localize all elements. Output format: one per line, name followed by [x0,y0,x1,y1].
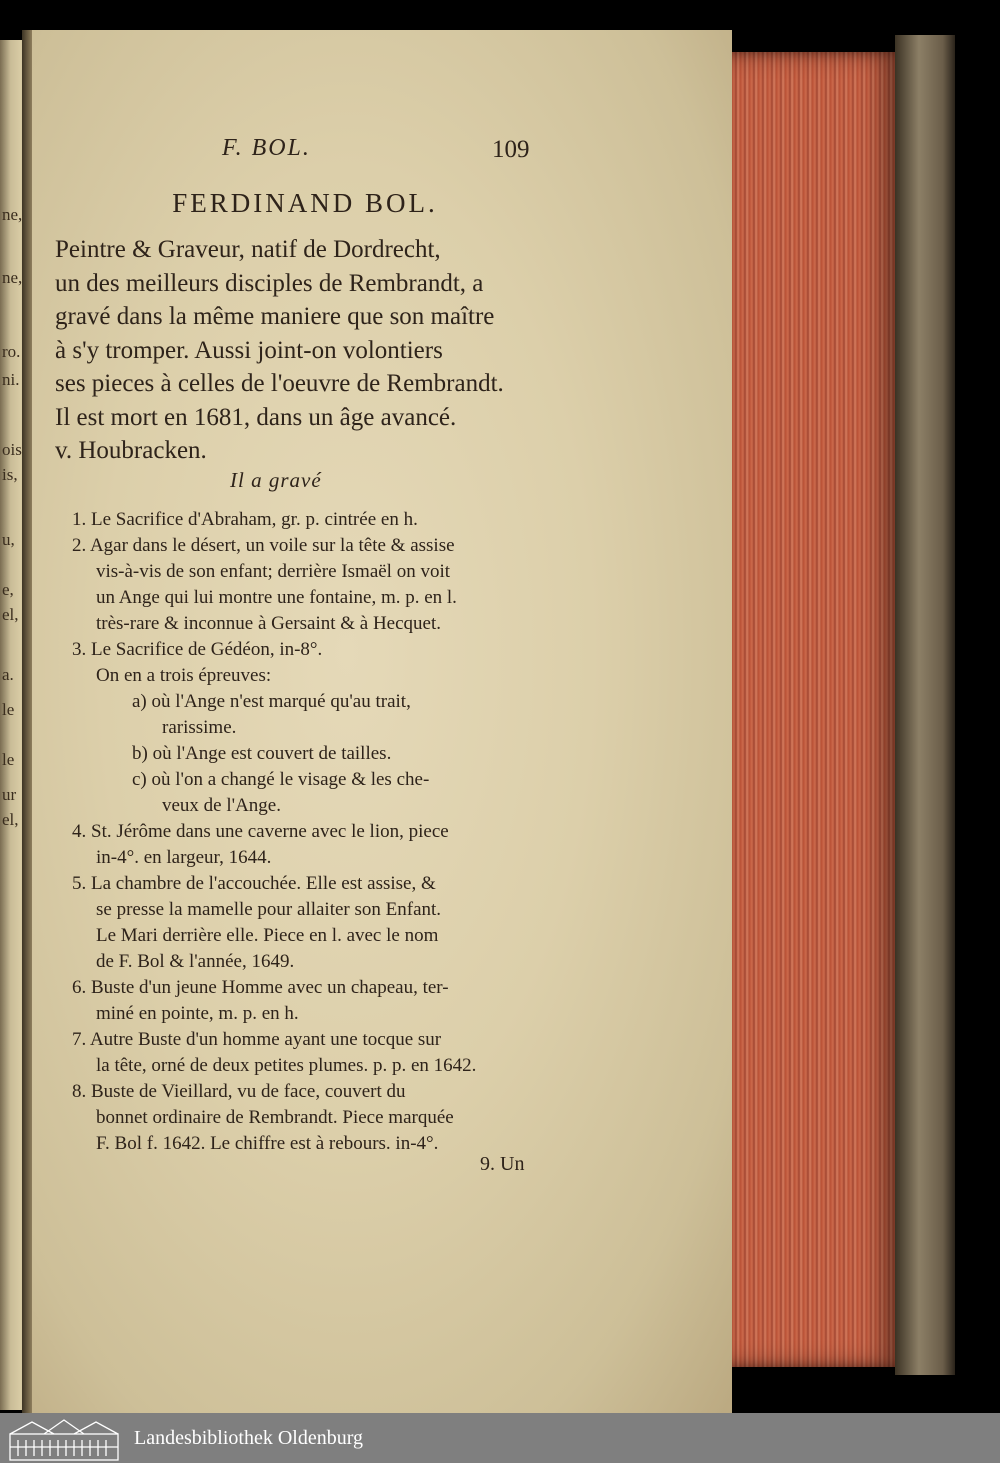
book-page [32,30,732,1413]
entry-line: 4. St. Jérôme dans une caverne avec le lion, piece [72,821,449,842]
entry-line: 7. Autre Buste d'un homme ayant une tocque sur [72,1029,442,1050]
intro-line: un des meilleurs disciples de Rembrandt, a [55,269,484,297]
previous-page-fragment: el, [2,810,19,829]
previous-page-fragment: ur [2,785,17,804]
page-title: FERDINAND BOL. [172,188,438,218]
entry-line: Le Mari derrière elle. Piece en l. avec le nom [96,925,439,946]
section-subheading: Il a gravé [230,468,322,492]
entry-line: On en a trois épreuves: [96,665,272,686]
entry-line: veux de l'Ange. [162,795,281,816]
previous-page-fragment: is, [2,465,18,484]
previous-page-fragment: ois [2,440,22,459]
library-footer [0,1413,1000,1463]
previous-page-fragment: el, [2,605,19,624]
page-number: 109 [492,136,530,163]
entry-line: 6. Buste d'un jeune Homme avec un chapeau, ter- [72,977,449,998]
entry-line: très-rare & inconnue à Gersaint & à Hecquet. [96,613,442,634]
entry-line: un Ange qui lui montre une fontaine, m. p. en l. [96,587,457,608]
entry-line: 3. Le Sacrifice de Gédéon, in-8°. [72,639,323,660]
entry-line: 2. Agar dans le désert, un voile sur la tête & assise [72,535,455,556]
intro-line: Peintre & Graveur, natif de Dordrecht, [55,236,441,263]
entry-line: 5. La chambre de l'accouchée. Elle est assise, & [72,873,436,894]
previous-page-fragment: a. [2,665,14,684]
previous-page-fragment: ne, [2,268,23,287]
previous-page-fragment: ni. [2,370,20,389]
entry-line: la tête, orné de deux petites plumes. p. p. en 1642. [96,1055,477,1076]
library-name: Landesbibliothek Oldenburg [134,1426,364,1449]
entry-line: 1. Le Sacrifice d'Abraham, gr. p. cintrée en h. [72,509,418,530]
catchword: 9. Un [480,1153,525,1175]
entry-line: rarissime. [162,717,237,738]
entry-line: de F. Bol & l'année, 1649. [96,951,295,972]
previous-page-fragment: ro. [2,342,21,361]
intro-line: à s'y tromper. Aussi joint-on volontiers [55,336,443,364]
previous-page-fragment: e, [2,580,14,599]
entry-line: b) où l'Ange est couvert de tailles. [132,743,392,764]
library-building-icon [4,1416,124,1462]
previous-page-fragment: le [2,750,15,769]
entry-line: c) où l'on a changé le visage & les che- [132,769,430,790]
entry-line: in-4°. en largeur, 1644. [96,847,272,868]
entry-line: bonnet ordinaire de Rembrandt. Piece marquée [96,1107,454,1128]
intro-paragraph [55,233,565,468]
previous-page-fragment: u, [2,530,15,549]
entry-line: 8. Buste de Vieillard, vu de face, couvert du [72,1081,406,1102]
intro-line: Il est mort en 1681, dans un âge avancé. [55,403,457,431]
entry-line: F. Bol f. 1642. Le chiffre est à rebours. in-4°. [96,1133,439,1154]
intro-line: ses pieces à celles de l'oeuvre de Rembrandt. [55,370,504,397]
intro-line: v. Houbracken. [55,437,207,464]
entry-line: se presse la mamelle pour allaiter son Enfant. [96,899,442,920]
catalogue-entries [72,507,552,1157]
intro-line: gravé dans la même maniere que son maître [55,303,495,330]
book-fore-edge [722,52,902,1367]
previous-page-fragment: ne, [2,205,23,224]
entry-line: miné en pointe, m. p. en h. [96,1003,299,1024]
entry-line: a) où l'Ange n'est marqué qu'au trait, [132,691,411,712]
book-cover-edge [895,35,955,1375]
running-head: F. BOL. [222,135,311,161]
entry-line: vis-à-vis de son enfant; derrière Ismaël on voit [96,561,451,582]
previous-page-fragment: le [2,700,15,719]
